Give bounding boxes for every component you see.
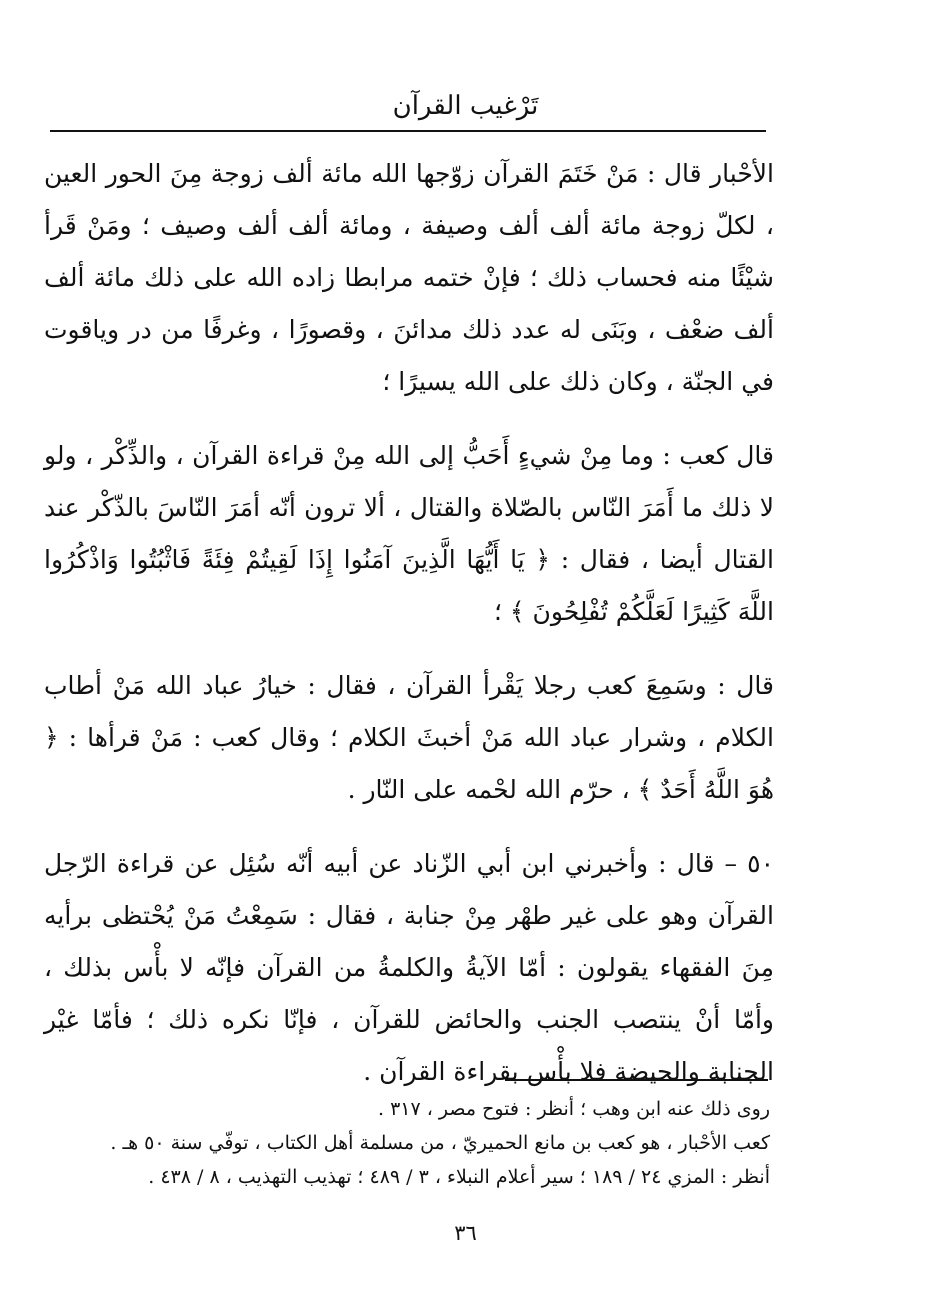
paragraph-2: قال كعب : وما مِنْ شيءٍ أَحَبُّ إلى الله مِنْ قراءة القرآن ، والذِّكْر ، ولو لا ذلك ما أَمَرَ النّاس بالصّلاة والقتال ، ألا ترون أنّه أمَرَ النّاسَ بالذّكْر عند القتال أيضا ، فقال : ﴿ يَا أَيُّهَا الَّذِينَ آمَنُوا إِذَا لَقِيتُمْ فِئَةً فَاثْبُتُوا وَاذْكُرُوا اللَّهَ كَثِيرًا لَعَلَّكُمْ تُفْلِحُونَ ﴾ ؛ [44, 441, 774, 626]
footnote-divider [505, 1079, 768, 1081]
paragraph-1: الأحْبار قال : مَنْ خَتَمَ القرآن زوّجها الله مائة ألف زوجة مِنَ الحور العين ، لكلّ زوجة مائة ألف ألف وصيفة ، ومائة ألف ألف وصيف ؛ ومَنْ قَرأ شيْئًا منه فحساب ذلك ؛ فإنْ ختمه مرابطا زاده الله على ذلك مائة ألف ألف ضعْف ، وبَنَى له عدد ذلك مدائنَ ، وقصورًا ، وغرفًا من در وياقوت في الجنّة ، وكان ذلك على الله يسيرًا ؛ [44, 159, 774, 396]
footnote-1: روى ذلك عنه ابن وهب ؛ أنظر : فتوح مصر ، ٣١٧ . [377, 1098, 770, 1120]
paragraph-4-item-50: ٥٠ – قال : وأخبرني ابن أبي الزّناد عن أبيه أنّه سُئِل عن قراءة الرّجل القرآن وهو على غير طهْر مِنْ جنابة ، فقال : سَمِعْتُ مَنْ يُحْتظى برأيه مِنَ الفقهاء يقولون : أمّا الآيةُ والكلمةُ من القرآن فإنّه لا بأْس بذلك ، وأمّا أنْ ينتصب الجنب والحائض للقرآن ، فإنّا نكره ذلك ؛ فأمّا غيْر الجنابة والحيضة فلا بأْس بقراءة القرآن . [44, 849, 774, 1086]
footnotes [20, 1092, 770, 1194]
running-header-title: تَرْغيب القرآن [392, 91, 539, 121]
paragraph-3: قال : وسَمِعَ كعب رجلا يَقْرأ القرآن ، فقال : خيارُ عباد الله مَنْ أطاب الكلام ، وشرار عباد الله مَنْ أخبثَ الكلام ؛ وقال كعب : مَنْ قرأها : ﴿ هُوَ اللَّهُ أَحَدٌ ﴾ ، حرّم الله لحْمه على النّار . [44, 671, 774, 804]
main-text [44, 148, 774, 1098]
footnote-3: أنظر : المزي ٢٤ / ١٨٩ ؛ سير أعلام النبلاء ، ٣ / ٤٨٩ ؛ تهذيب التهذيب ، ٨ / ٤٣٨ . [148, 1166, 770, 1188]
page-number: ٣٦ [454, 1221, 477, 1245]
header-divider [50, 130, 766, 132]
footnote-2: كعب الأحْبار ، هو كعب بن مانع الحميريّ ، من مسلمة أهل الكتاب ، توفّي سنة ٥٠ هـ . [110, 1132, 770, 1154]
